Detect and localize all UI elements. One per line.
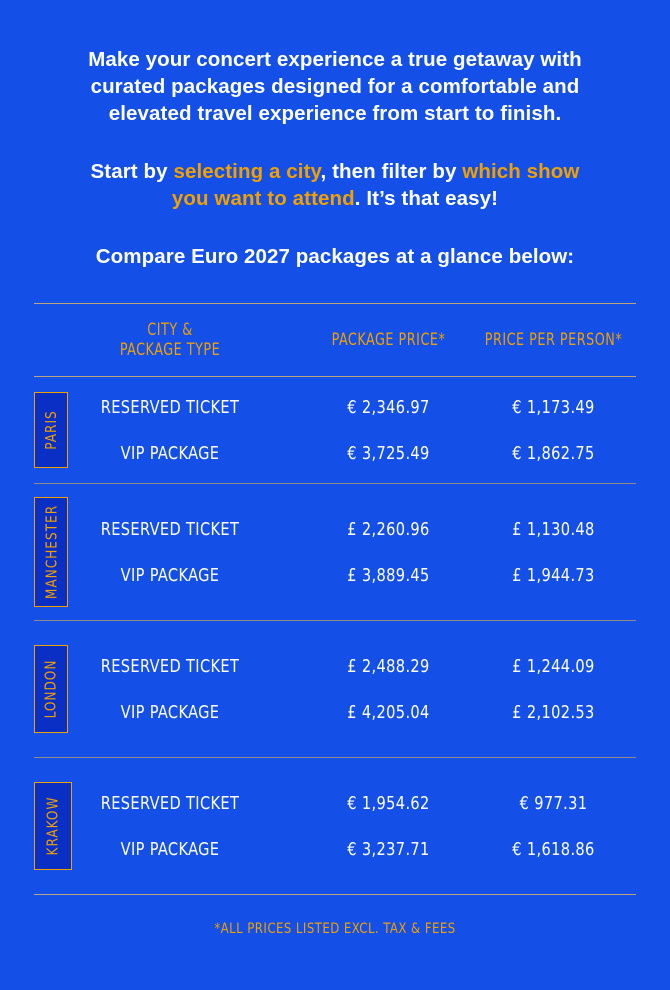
- city-tab-london-label: LONDON: [42, 659, 60, 719]
- row-package-type: VIP PACKAGE: [120, 564, 220, 586]
- row-package-price: £ 2,260.96: [347, 518, 430, 540]
- row-package-price: € 1,954.62: [347, 792, 430, 814]
- intro-section: [34, 0, 636, 270]
- row-package-price: £ 2,488.29: [347, 655, 430, 677]
- city-group-paris: [34, 377, 636, 483]
- table-row: [34, 506, 636, 552]
- intro-p2-text-3: . It’s that easy!: [354, 187, 499, 210]
- row-package-type: VIP PACKAGE: [120, 838, 220, 860]
- row-package-type: RESERVED TICKET: [100, 792, 240, 814]
- column-header-city-line1: CITY &: [147, 320, 193, 339]
- rows-manchester: [34, 506, 636, 598]
- rows-krakow: [34, 780, 636, 872]
- table-top-rule: [34, 303, 636, 304]
- intro-paragraph-1: Make your concert experience a true getaway with curated packages designed for a comfortable and elevated travel experience from start to finish.: [88, 48, 582, 125]
- row-package-type: VIP PACKAGE: [120, 442, 220, 464]
- city-group-manchester: [34, 484, 636, 620]
- table-header-row: [34, 304, 636, 376]
- column-header-package-price: PACKAGE PRICE*: [331, 330, 446, 349]
- row-price-per-person: £ 1,944.73: [512, 564, 595, 586]
- row-price-per-person: € 1,173.49: [512, 396, 595, 418]
- row-package-type: RESERVED TICKET: [100, 518, 240, 540]
- packages-table: [34, 303, 636, 937]
- city-tab-paris-label: PARIS: [42, 410, 61, 450]
- rows-paris: [34, 384, 636, 476]
- city-group-london: [34, 621, 636, 757]
- intro-p2-highlight-2: which show you want to attend: [171, 160, 580, 210]
- city-tab-manchester-label: MANCHESTER: [42, 504, 60, 600]
- rows-london: [34, 643, 636, 735]
- intro-p2-text-1: Start by: [90, 160, 174, 183]
- table-row: [34, 689, 636, 735]
- row-package-price: € 3,725.49: [347, 442, 430, 464]
- table-bottom-rule: [34, 894, 636, 895]
- row-price-per-person: £ 2,102.53: [512, 701, 595, 723]
- column-header-city: [53, 320, 287, 360]
- row-price-per-person: £ 1,244.09: [512, 655, 595, 677]
- row-price-per-person: £ 1,130.48: [512, 518, 595, 540]
- row-price-per-person: € 1,862.75: [512, 442, 595, 464]
- column-header-city-line2: PACKAGE TYPE: [119, 340, 221, 359]
- table-row: [34, 384, 636, 430]
- intro-paragraph-3: Compare Euro 2027 packages at a glance below:: [95, 245, 575, 268]
- row-price-per-person: € 977.31: [519, 792, 588, 814]
- intro-p2-highlight-1: selecting a city: [173, 160, 321, 183]
- intro-p2-text-2: , then filter by: [320, 160, 463, 183]
- table-row: [34, 643, 636, 689]
- row-package-type: RESERVED TICKET: [100, 655, 240, 677]
- row-package-type: RESERVED TICKET: [100, 396, 240, 418]
- city-tab-manchester[interactable]: [34, 497, 68, 607]
- city-tab-krakow-label: KRAKOW: [44, 796, 62, 856]
- table-row: [34, 430, 636, 476]
- table-row: [34, 552, 636, 598]
- intro-paragraph-2: [80, 158, 590, 212]
- row-package-price: € 3,237.71: [347, 838, 430, 860]
- column-header-price-per-person: PRICE PER PERSON*: [484, 330, 623, 349]
- table-row: [34, 780, 636, 826]
- row-package-price: € 2,346.97: [347, 396, 430, 418]
- row-package-type: VIP PACKAGE: [120, 701, 220, 723]
- row-price-per-person: € 1,618.86: [512, 838, 595, 860]
- table-row: [34, 826, 636, 872]
- row-package-price: £ 4,205.04: [347, 701, 430, 723]
- city-group-krakow: [34, 758, 636, 894]
- table-footnote: *ALL PRICES LISTED EXCL. TAX & FEES: [214, 921, 456, 937]
- row-package-price: £ 3,889.45: [347, 564, 430, 586]
